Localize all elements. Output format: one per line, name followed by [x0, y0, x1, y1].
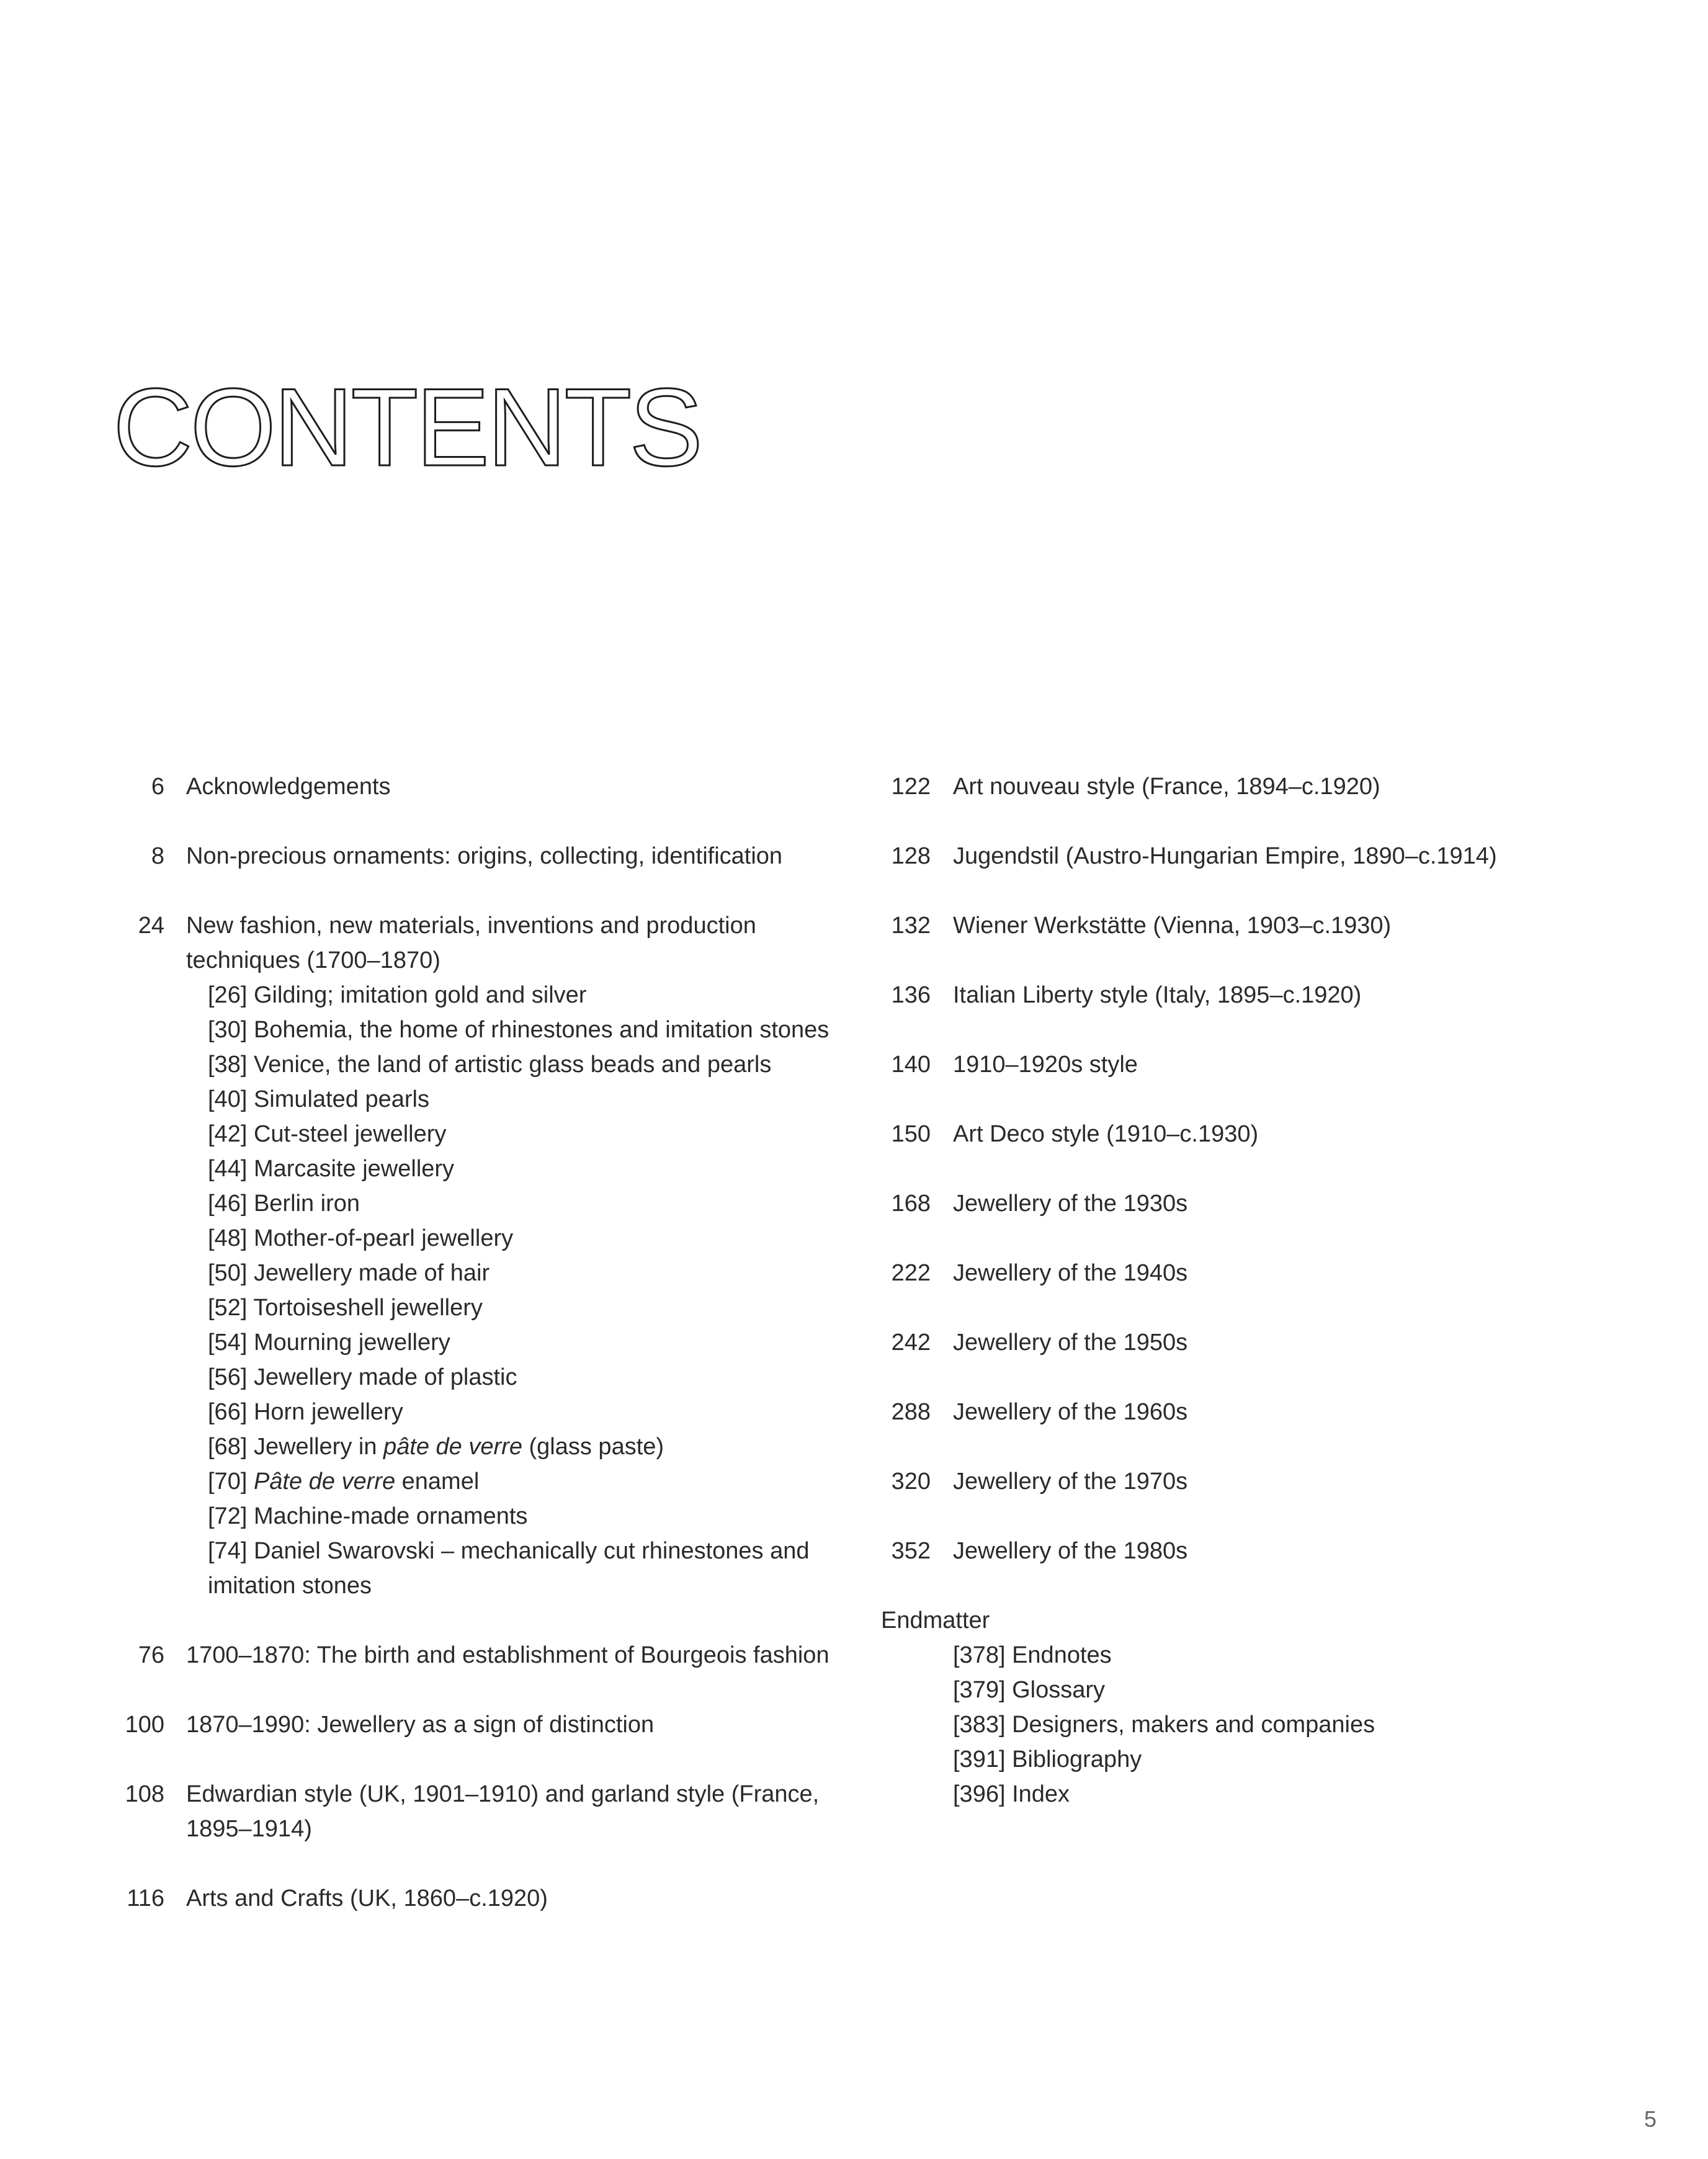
- toc-entry-title: Non-precious ornaments: origins, collecting, identification: [186, 843, 783, 869]
- page-number: 5: [1644, 2106, 1657, 2132]
- sub-title-part: (glass paste): [522, 1434, 664, 1460]
- sub-page: [72]: [208, 1503, 248, 1529]
- page-title: CONTENTS: [113, 365, 700, 489]
- toc-page-number: 352: [891, 1538, 931, 1564]
- toc-page-number: 8: [151, 843, 164, 869]
- toc-entry[interactable]: [881, 1256, 1594, 1290]
- endmatter-item[interactable]: [391] Bibliography: [953, 1746, 1142, 1772]
- toc-page-number: 150: [891, 1121, 931, 1147]
- sub-page: [74]: [208, 1538, 248, 1564]
- sub-page: [56]: [208, 1364, 248, 1390]
- toc-subentry[interactable]: [208, 1256, 856, 1290]
- toc-page-number: 320: [891, 1468, 931, 1495]
- toc-entry-title: Jewellery of the 1960s: [953, 1399, 1188, 1425]
- toc-page-number: 100: [125, 1712, 164, 1738]
- toc-page-number: 288: [891, 1399, 931, 1425]
- sub-title: Horn jewellery: [253, 1399, 403, 1425]
- sub-title: Mourning jewellery: [253, 1330, 450, 1356]
- endmatter-item[interactable]: [379] Glossary: [953, 1677, 1105, 1703]
- sub-page: [26]: [208, 982, 248, 1008]
- toc-subentry[interactable]: [208, 1464, 856, 1499]
- sub-page: [40]: [208, 1086, 248, 1112]
- toc-entry[interactable]: [124, 1777, 856, 1846]
- toc-entry[interactable]: [881, 1117, 1594, 1151]
- sub-title: Marcasite jewellery: [253, 1156, 455, 1182]
- sub-page: [46]: [208, 1191, 248, 1217]
- toc-subentry[interactable]: [208, 1325, 856, 1360]
- toc-page-number: 108: [125, 1781, 164, 1807]
- toc-page-number: 76: [138, 1642, 164, 1668]
- sub-title-italic: pâte de verre: [383, 1434, 522, 1460]
- sub-title: Berlin iron: [253, 1191, 360, 1217]
- toc-subsection-list: [186, 978, 856, 1603]
- toc-entry-title: Art Deco style (1910–c.1930): [953, 1121, 1259, 1147]
- toc-entry-title: Jugendstil (Austro-Hungarian Empire, 1890–c.1914): [953, 843, 1497, 869]
- toc-entry[interactable]: [124, 1638, 856, 1673]
- toc-entry[interactable]: [124, 1881, 856, 1916]
- endmatter-item[interactable]: [383] Designers, makers and companies: [953, 1712, 1375, 1738]
- toc-page-number: 122: [891, 774, 931, 800]
- sub-title: Daniel Swarovski – mechanically cut rhinestones and imitation stones: [208, 1538, 810, 1599]
- toc-entry-title: Jewellery of the 1980s: [953, 1538, 1188, 1564]
- sub-page: [42]: [208, 1121, 248, 1147]
- toc-entry[interactable]: [881, 978, 1594, 1012]
- sub-title: Simulated pearls: [253, 1086, 429, 1112]
- sub-page: [66]: [208, 1399, 248, 1425]
- toc-subentry[interactable]: [208, 1082, 856, 1117]
- sub-title-part: enamel: [395, 1468, 480, 1495]
- toc-entry-title: Arts and Crafts (UK, 1860–c.1920): [186, 1885, 548, 1911]
- toc-entry[interactable]: [881, 769, 1594, 804]
- toc-entry-title: 1700–1870: The birth and establishment of Bourgeois fashion: [186, 1642, 829, 1668]
- sub-page: [50]: [208, 1260, 248, 1286]
- sub-title-part: Jewellery in: [253, 1434, 384, 1460]
- toc-entry[interactable]: [881, 839, 1594, 874]
- endmatter-item[interactable]: [396] Index: [953, 1781, 1070, 1807]
- toc-entry-title: Wiener Werkstätte (Vienna, 1903–c.1930): [953, 913, 1392, 939]
- toc-subentry[interactable]: [208, 1499, 856, 1534]
- toc-subentry[interactable]: [208, 1221, 856, 1256]
- sub-title: Jewellery made of hair: [253, 1260, 490, 1286]
- sub-title: Venice, the land of artistic glass beads and pearls: [253, 1052, 772, 1078]
- sub-title: Machine-made ornaments: [253, 1503, 528, 1529]
- sub-title: Mother-of-pearl jewellery: [253, 1225, 514, 1251]
- toc-entry[interactable]: [124, 1707, 856, 1742]
- sub-page: [68]: [208, 1434, 248, 1460]
- toc-entry-title: Art nouveau style (France, 1894–c.1920): [953, 774, 1380, 800]
- sub-page: [52]: [208, 1295, 248, 1321]
- toc-entry-title: Jewellery of the 1950s: [953, 1330, 1188, 1356]
- toc-entry-title: New fashion, new materials, inventions and production techniques (1700–1870): [186, 913, 756, 973]
- toc-subentry[interactable]: [208, 1186, 856, 1221]
- endmatter-heading: Endmatter: [881, 1607, 990, 1634]
- endmatter-item[interactable]: [378] Endnotes: [953, 1642, 1112, 1668]
- sub-page: [44]: [208, 1156, 248, 1182]
- toc-page-number: 128: [891, 843, 931, 869]
- toc-subentry[interactable]: [208, 1395, 856, 1429]
- toc-entry-title: Edwardian style (UK, 1901–1910) and garland style (France, 1895–1914): [186, 1781, 820, 1842]
- toc-page-number: 116: [127, 1885, 164, 1911]
- sub-title: Cut-steel jewellery: [253, 1121, 447, 1147]
- toc-entry[interactable]: [881, 1325, 1594, 1360]
- toc-entry[interactable]: [124, 769, 856, 804]
- toc-subentry[interactable]: [208, 1360, 856, 1395]
- toc-entry[interactable]: [124, 839, 856, 874]
- sub-page: [54]: [208, 1330, 248, 1356]
- toc-page-number: 6: [151, 774, 164, 800]
- sub-title: Bohemia, the home of rhinestones and imitation stones: [253, 1017, 829, 1043]
- toc-right-column: [881, 769, 1594, 1812]
- toc-page-number: 24: [138, 913, 164, 939]
- toc-page-number: 140: [891, 1052, 931, 1078]
- toc-entry-title: Acknowledgements: [186, 774, 391, 800]
- toc-page-number: 168: [891, 1191, 931, 1217]
- sub-title: Tortoiseshell jewellery: [253, 1295, 483, 1321]
- sub-page: [48]: [208, 1225, 248, 1251]
- toc-entry[interactable]: [124, 908, 856, 1603]
- sub-title-italic: Pâte de verre: [253, 1468, 396, 1495]
- toc-subentry[interactable]: [208, 1047, 856, 1082]
- toc-subentry[interactable]: [208, 1151, 856, 1186]
- sub-page: [70]: [208, 1468, 248, 1495]
- toc-subentry[interactable]: [208, 978, 856, 1012]
- toc-page-number: 136: [891, 982, 931, 1008]
- sub-title: Gilding; imitation gold and silver: [253, 982, 587, 1008]
- toc-entry-title: Italian Liberty style (Italy, 1895–c.1920): [953, 982, 1362, 1008]
- sub-title: Jewellery made of plastic: [253, 1364, 517, 1390]
- toc-entry-title: 1870–1990: Jewellery as a sign of distinction: [186, 1712, 655, 1738]
- toc-subentry[interactable]: [208, 1012, 856, 1047]
- toc-entry[interactable]: [881, 1395, 1594, 1429]
- toc-entry-title: Jewellery of the 1970s: [953, 1468, 1188, 1495]
- toc-entry[interactable]: [881, 1047, 1594, 1082]
- toc-subentry[interactable]: [208, 1117, 856, 1151]
- toc-page-number: 132: [891, 913, 931, 939]
- toc-entry[interactable]: [881, 1464, 1594, 1499]
- toc-entry[interactable]: [881, 908, 1594, 943]
- toc-entry-title: Jewellery of the 1930s: [953, 1191, 1188, 1217]
- toc-entry[interactable]: [881, 1186, 1594, 1221]
- toc-left-column: [124, 769, 856, 1916]
- endmatter-list: [881, 1638, 1594, 1812]
- toc-subentry[interactable]: [208, 1290, 856, 1325]
- sub-page: [30]: [208, 1017, 248, 1043]
- toc-page-number: 242: [891, 1330, 931, 1356]
- toc-entry-title: Jewellery of the 1940s: [953, 1260, 1188, 1286]
- sub-page: [38]: [208, 1052, 248, 1078]
- toc-subentry[interactable]: [208, 1429, 856, 1464]
- toc-subentry[interactable]: [208, 1534, 856, 1603]
- toc-entry[interactable]: [881, 1534, 1594, 1568]
- toc-entry-title: 1910–1920s style: [953, 1052, 1138, 1078]
- toc-page-number: 222: [891, 1260, 931, 1286]
